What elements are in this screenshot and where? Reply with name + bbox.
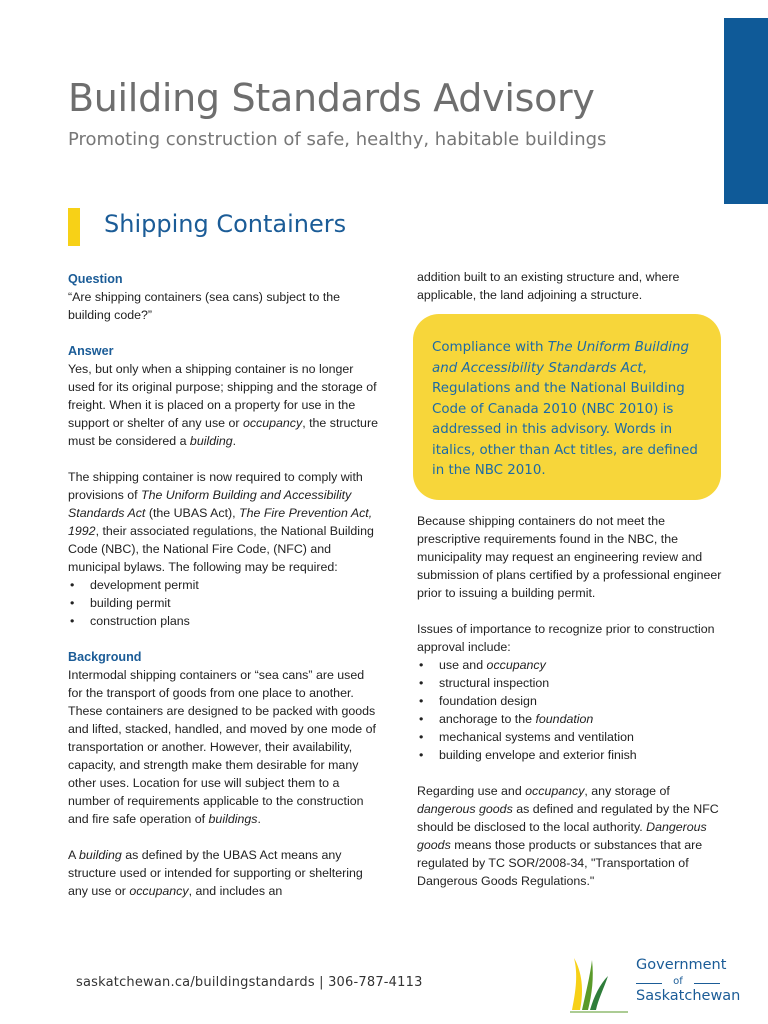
continuation-paragraph: addition built to an existing structure and, where applicable, the land adjoining a structure. [417, 270, 680, 302]
right-column-bottom [417, 512, 723, 890]
gov-name-line1: Government [636, 957, 727, 973]
list-item: • construction plans [68, 612, 378, 630]
gov-name-line2: of [673, 976, 683, 987]
list-item: • building envelope and exterior finish [417, 746, 723, 764]
list-item: • building permit [68, 594, 378, 612]
page-subtitle: Promoting construction of safe, healthy, habitable buildings [68, 129, 607, 150]
blue-corner-tab [724, 18, 768, 204]
list-item: • anchorage to the foundation [417, 710, 723, 728]
answer-paragraph-2: The shipping container is now required to comply with provisions of The Uniform Building and Accessibility Standards Act (the UBAS Act), The Fire Prevention Act, 1992, their associated regulations, the National Building Code (NBC), the National Fire Code, (NFC) and municipal bylaws. The following may be required: [68, 470, 374, 574]
right-column-top [417, 268, 723, 304]
section-accent-bar [68, 208, 80, 246]
compliance-callout: Compliance with The Uniform Building and Accessibility Standards Act, Regulations and the National Building Code of Canada 2010 (NBC 2010) is addressed in this advisory. Words in italics, other than Act titles, are defined in the NBC 2010. [413, 314, 721, 500]
page-title: Building Standards Advisory [68, 76, 595, 120]
list-item: • foundation design [417, 692, 723, 710]
issues-list [417, 656, 723, 764]
issues-intro-paragraph: Issues of importance to recognize prior to construction approval include: [417, 622, 715, 654]
engineering-review-paragraph: Because shipping containers do not meet the prescriptive requirements found in the NBC, the municipality may request an engineering review and submission of plans certified by a professional engineer prior to issuing a building permit. [417, 514, 722, 600]
list-item: • structural inspection [417, 674, 723, 692]
gov-rule-right [694, 983, 720, 984]
question-text: “Are shipping containers (sea cans) subject to the building code?” [68, 290, 341, 322]
list-item: • development permit [68, 576, 378, 594]
list-item: • use and occupancy [417, 656, 723, 674]
background-paragraph-2: A building as defined by the UBAS Act means any structure used or intended for supporting or sheltering any use or occupancy, and includes an [68, 848, 363, 898]
left-column [68, 270, 378, 900]
gov-name-line3: Saskatchewan [636, 988, 741, 1004]
list-item: • mechanical systems and ventilation [417, 728, 723, 746]
background-paragraph-1: Intermodal shipping containers or “sea cans” are used for the transport of goods from one place to another. These containers are designed to be packed with goods and lifted, stacked, handled, and moved by one mode of transportation or another. However, their availability, capacity, and strength make them desirable for many other uses. Location for use will subject them to a number of requirements applicable to the construction and fire safe operation of buildings. [68, 668, 376, 826]
background-heading: Background [68, 650, 142, 664]
answer-heading: Answer [68, 344, 114, 358]
footer-contact[interactable]: saskatchewan.ca/buildingstandards | 306-787-4113 [76, 975, 423, 990]
dangerous-goods-paragraph: Regarding use and occupancy, any storage of dangerous goods as defined and regulated by the NFC should be disclosed to the local authority. Dangerous goods means those products or substances that are regulated by TC SOR/2008-34, "Transportation of Dangerous Goods Regulations." [417, 784, 719, 888]
answer-paragraph-1: Yes, but only when a shipping container is no longer used for its original purpose; shipping and the storage of freight. When it is placed on a property for use in the support or shelter of any use or occupancy, the structure must be considered a building. [68, 362, 378, 448]
wheat-logo-icon [566, 950, 630, 1014]
question-heading: Question [68, 272, 123, 286]
required-permits-list [68, 576, 378, 630]
section-title: Shipping Containers [104, 210, 347, 238]
